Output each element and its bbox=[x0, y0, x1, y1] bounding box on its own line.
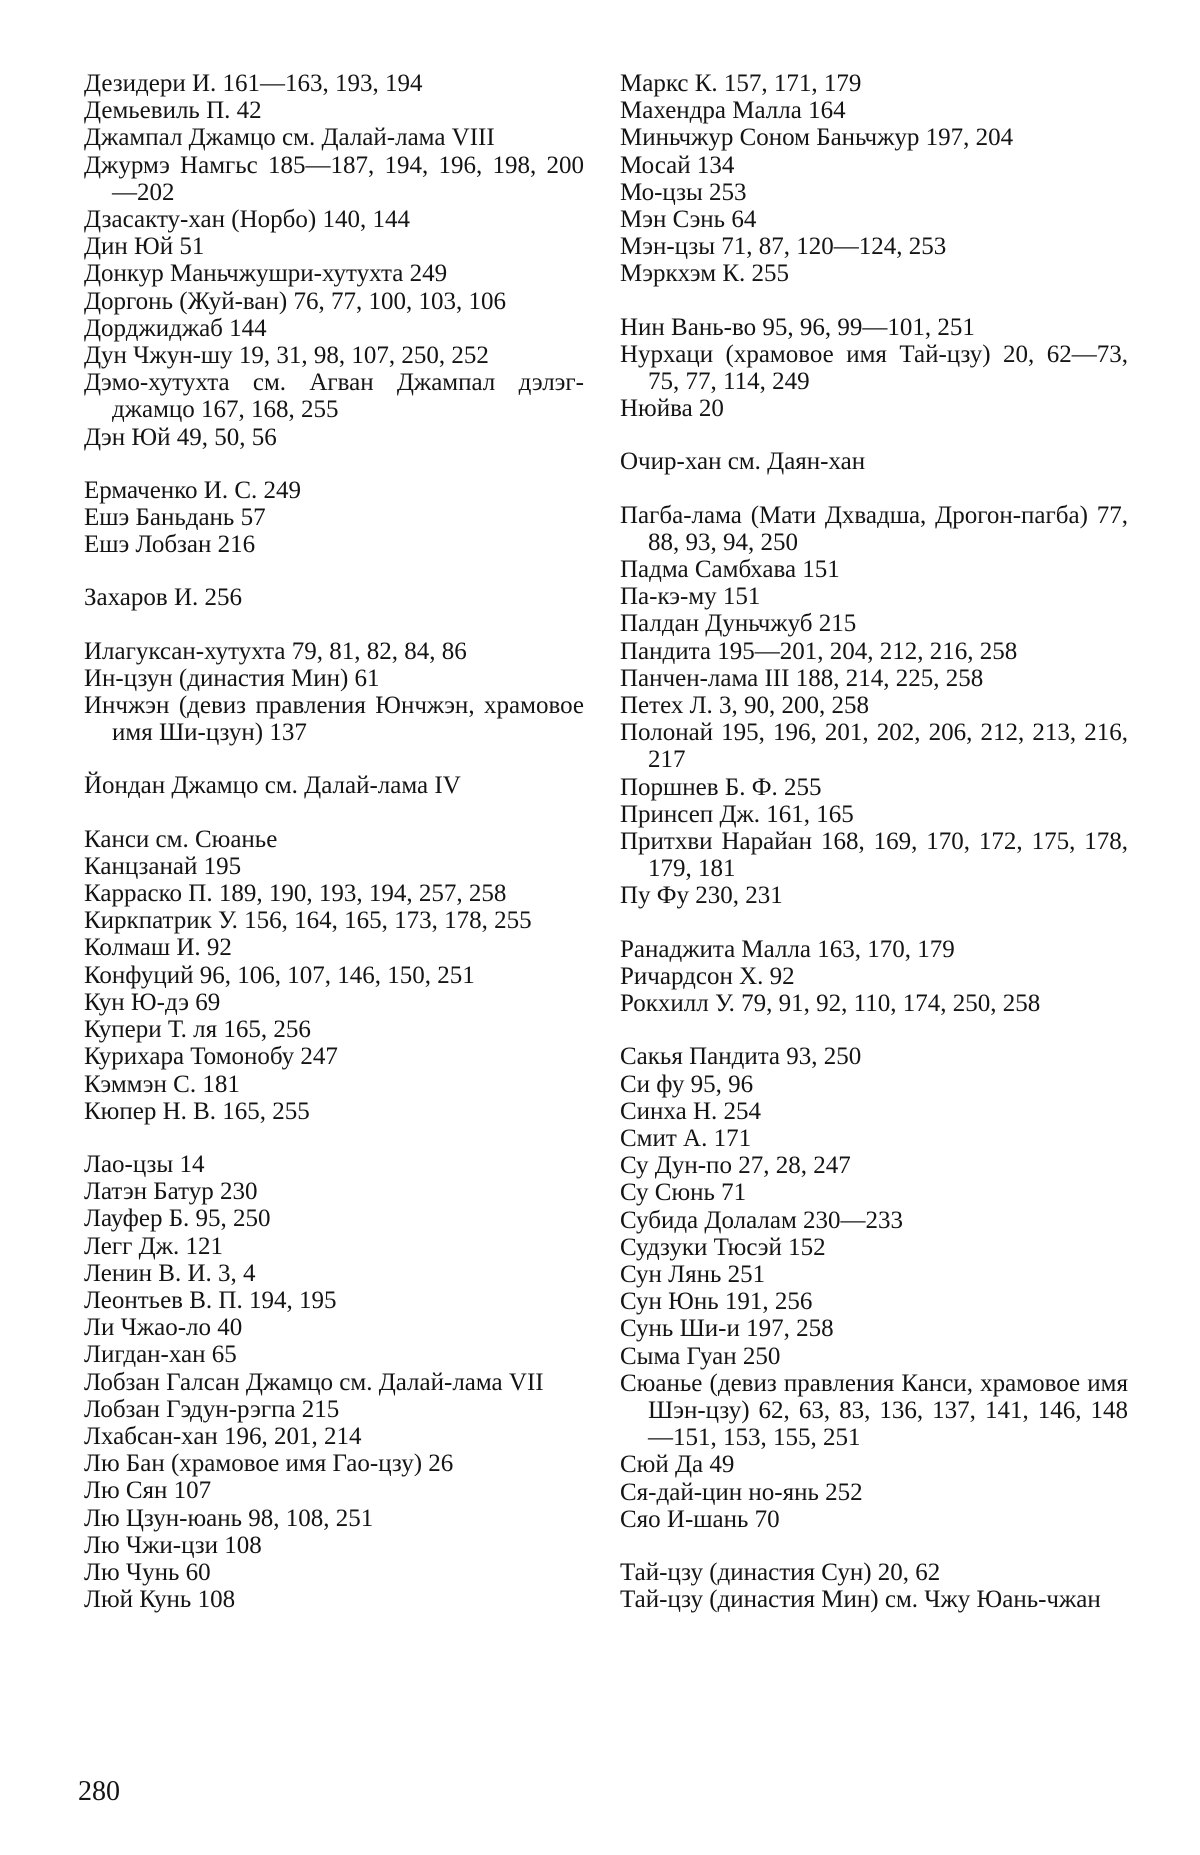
index-entry: Леонтьев В. П. 194, 195 bbox=[84, 1286, 337, 1314]
index-entry: Ранаджита Малла 163, 170, 179 bbox=[620, 935, 955, 963]
index-entry: Легг Дж. 121 bbox=[84, 1232, 223, 1260]
index-entry: Ли Чжао-ло 40 bbox=[84, 1314, 243, 1342]
index-letter-group bbox=[620, 314, 1128, 423]
index-entry: Канси см. Сюанье bbox=[84, 825, 278, 853]
index-entry: Сакья Пандита 93, 250 bbox=[620, 1043, 862, 1071]
index-entry: Тай-цзу (династия Мин) см. Чжу Юань-чжан bbox=[620, 1586, 1101, 1614]
index-entry: Лобзан Галсан Джамцо см. Далай-лама VII bbox=[84, 1368, 544, 1396]
index-entry: Миньчжур Соном Баньчжур 197, 204 bbox=[620, 124, 1014, 152]
index-entry: Дун Чжун-шу 19, 31, 98, 107, 250, 252 bbox=[84, 342, 489, 370]
index-entry: Ин-цзун (династия Мин) 61 bbox=[84, 664, 380, 692]
index-entry: Дорджиджаб 144 bbox=[84, 314, 267, 342]
index-entry: Нюйва 20 bbox=[620, 395, 724, 423]
index-entry: Канцзанай 195 bbox=[84, 852, 242, 880]
index-entry: Рокхилл У. 79, 91, 92, 110, 174, 250, 258 bbox=[620, 990, 1041, 1018]
index-entry: Йондан Джамцо см. Далай-лама IV bbox=[84, 772, 461, 800]
index-letter-group bbox=[84, 772, 584, 799]
index-entry: Па-кэ-му 151 bbox=[620, 583, 761, 611]
index-entry: Субида Долалам 230—233 bbox=[620, 1206, 904, 1234]
index-entry: Сяо И-шань 70 bbox=[620, 1505, 780, 1533]
index-entry: Сыма Гуан 250 bbox=[620, 1342, 781, 1370]
index-entry: Лхабсан-хан 196, 201, 214 bbox=[84, 1422, 362, 1450]
index-entry: Ся-дай-цин но-янь 252 bbox=[620, 1478, 863, 1506]
index-entry: Дэн Юй 49, 50, 56 bbox=[84, 423, 277, 451]
index-entry: Кэммэн С. 181 bbox=[84, 1070, 240, 1098]
index-entry: Сун Лянь 251 bbox=[620, 1260, 766, 1288]
index-entry: Захаров И. 256 bbox=[84, 584, 242, 612]
index-entry: Ешэ Лобзан 216 bbox=[84, 531, 256, 559]
index-entry: Очир-хан см. Даян-хан bbox=[620, 448, 866, 476]
index-entry: Ричардсон Х. 92 bbox=[620, 962, 795, 990]
index-letter-group bbox=[620, 936, 1128, 1018]
index-letter-group bbox=[84, 584, 584, 611]
index-entry: Ленин В. И. 3, 4 bbox=[84, 1259, 256, 1287]
index-entry: Курихара Томонобу 247 bbox=[84, 1043, 338, 1071]
index-entry: Кюпер Н. В. 165, 255 bbox=[84, 1097, 310, 1125]
index-entry: Лобзан Гэдун-рэгпа 215 bbox=[84, 1395, 340, 1423]
index-entry: Лю Цзун-юань 98, 108, 251 bbox=[84, 1504, 374, 1532]
index-entry: Джампал Джамцо см. Далай-лама VIII bbox=[84, 124, 495, 152]
index-entry: Колмаш И. 92 bbox=[84, 934, 232, 962]
index-entry: Мо-цзы 253 bbox=[620, 178, 747, 206]
index-entry: Тай-цзу (династия Сун) 20, 62 bbox=[620, 1558, 941, 1586]
index-letter-group bbox=[84, 638, 584, 747]
page-number: 280 bbox=[78, 1776, 120, 1807]
index-entry: Дин Юй 51 bbox=[84, 233, 205, 261]
index-entry: Лю Чжи-цзи 108 bbox=[84, 1531, 262, 1559]
index-entry: Доргонь (Жуй-ван) 76, 77, 100, 103, 106 bbox=[84, 287, 506, 315]
index-entry: Дзасакту-хан (Норбо) 140, 144 bbox=[84, 206, 410, 234]
index-entry: Купери Т. ля 165, 256 bbox=[84, 1016, 311, 1044]
index-entry: Сюанье (девиз правления Канси, храмовое имя Шэн-цзу) 62, 63, 83, 136, 137, 141, 146, 148—151, 153, 155, 251 bbox=[620, 1369, 1128, 1452]
index-entry: Джурмэ Намгьс 185—187, 194, 196, 198, 200—202 bbox=[84, 151, 584, 206]
index-entry: Мэн Сэнь 64 bbox=[620, 206, 757, 234]
index-entry: Принсеп Дж. 161, 165 bbox=[620, 800, 854, 828]
index-entry: Махендра Малла 164 bbox=[620, 97, 846, 125]
index-entry: Падма Самбхава 151 bbox=[620, 556, 840, 584]
index-entry: Донкур Маньчжушри-хутухта 249 bbox=[84, 260, 448, 288]
index-entry: Петех Л. 3, 90, 200, 258 bbox=[620, 692, 870, 720]
index-letter-group bbox=[84, 477, 584, 559]
index-entry: Синха Н. 254 bbox=[620, 1097, 762, 1125]
index-entry: Си фу 95, 96 bbox=[620, 1070, 754, 1098]
index-entry: Нурхаци (храмовое имя Тай-цзу) 20, 62—73, 75, 77, 114, 249 bbox=[620, 340, 1128, 396]
index-entry: Лю Сян 107 bbox=[84, 1477, 212, 1505]
index-letter-group bbox=[84, 826, 584, 1125]
index-letter-group bbox=[620, 502, 1128, 910]
index-entry: Панчен-лама III 188, 214, 225, 258 bbox=[620, 664, 984, 692]
index-entry: Инчжэн (девиз правления Юнчжэн, храмовое имя Ши-цзун) 137 bbox=[84, 692, 584, 747]
index-entry: Ешэ Баньдань 57 bbox=[84, 504, 266, 532]
index-entry: Дэмо-хутухта см. Агван Джампал дэлэг-джамцо 167, 168, 255 bbox=[84, 369, 584, 424]
index-entry: Люй Кунь 108 bbox=[84, 1586, 236, 1614]
index-entry: Поршнев Б. Ф. 255 bbox=[620, 773, 822, 801]
index-entry: Су Сюнь 71 bbox=[620, 1179, 747, 1207]
index-letter-group bbox=[620, 1559, 1128, 1613]
index-entry: Мосай 134 bbox=[620, 151, 735, 179]
index-entry: Конфуций 96, 106, 107, 146, 150, 251 bbox=[84, 961, 475, 989]
index-entry: Карраско П. 189, 190, 193, 194, 257, 258 bbox=[84, 880, 507, 908]
index-entry: Илагуксан-хутухта 79, 81, 82, 84, 86 bbox=[84, 637, 467, 665]
index-entry: Мэркхэм К. 255 bbox=[620, 260, 790, 288]
index-entry: Смит А. 171 bbox=[620, 1124, 752, 1152]
index-entry: Сунь Ши-и 197, 258 bbox=[620, 1315, 834, 1343]
index-entry: Су Дун-по 27, 28, 247 bbox=[620, 1152, 851, 1180]
index-entry: Маркс К. 157, 171, 179 bbox=[620, 70, 862, 97]
index-entry: Дезидери И. 161—163, 193, 194 bbox=[84, 70, 423, 97]
index-entry: Сюй Да 49 bbox=[620, 1451, 735, 1479]
index-letter-group bbox=[620, 70, 1128, 288]
index-entry: Лю Чунь 60 bbox=[84, 1558, 211, 1586]
index-entry: Полонай 195, 196, 201, 202, 206, 212, 213, 216, 217 bbox=[620, 719, 1128, 774]
index-entry: Кун Ю-дэ 69 bbox=[84, 988, 221, 1016]
index-letter-group bbox=[620, 1043, 1128, 1533]
index-entry: Пандита 195—201, 204, 212, 216, 258 bbox=[620, 637, 1018, 665]
index-entry: Демьевиль П. 42 bbox=[84, 97, 262, 125]
index-entry: Киркпатрик У. 156, 164, 165, 173, 178, 255 bbox=[84, 907, 532, 935]
index-entry: Ермаченко И. С. 249 bbox=[84, 476, 302, 504]
index-entry: Пу Фу 230, 231 bbox=[620, 882, 783, 910]
index-entry: Лигдан-хан 65 bbox=[84, 1341, 237, 1369]
index-letter-group bbox=[84, 1151, 584, 1613]
index-entry: Мэн-цзы 71, 87, 120—124, 253 bbox=[620, 233, 947, 261]
index-entry: Сун Юнь 191, 256 bbox=[620, 1288, 813, 1316]
index-letter-group bbox=[620, 448, 1128, 475]
index-entry: Судзуки Тюсэй 152 bbox=[620, 1233, 826, 1261]
index-entry: Пагба-лама (Мати Дхвадша, Дрогон-пагба) 77, 88, 93, 94, 250 bbox=[620, 501, 1128, 556]
index-entry: Нин Вань-во 95, 96, 99—101, 251 bbox=[620, 313, 975, 341]
index-column-left bbox=[84, 70, 584, 1613]
index-column-right bbox=[620, 70, 1128, 1613]
index-entry: Лао-цзы 14 bbox=[84, 1150, 205, 1178]
index-entry: Притхви Нарайан 168, 169, 170, 172, 175, 178, 179, 181 bbox=[620, 828, 1128, 883]
index-entry: Палдан Дуньчжуб 215 bbox=[620, 610, 857, 638]
index-letter-group bbox=[84, 70, 584, 451]
index-entry: Лауфер Б. 95, 250 bbox=[84, 1205, 271, 1233]
index-entry: Лю Бан (храмовое имя Гао-цзу) 26 bbox=[84, 1450, 454, 1478]
index-entry: Латэн Батур 230 bbox=[84, 1178, 258, 1206]
